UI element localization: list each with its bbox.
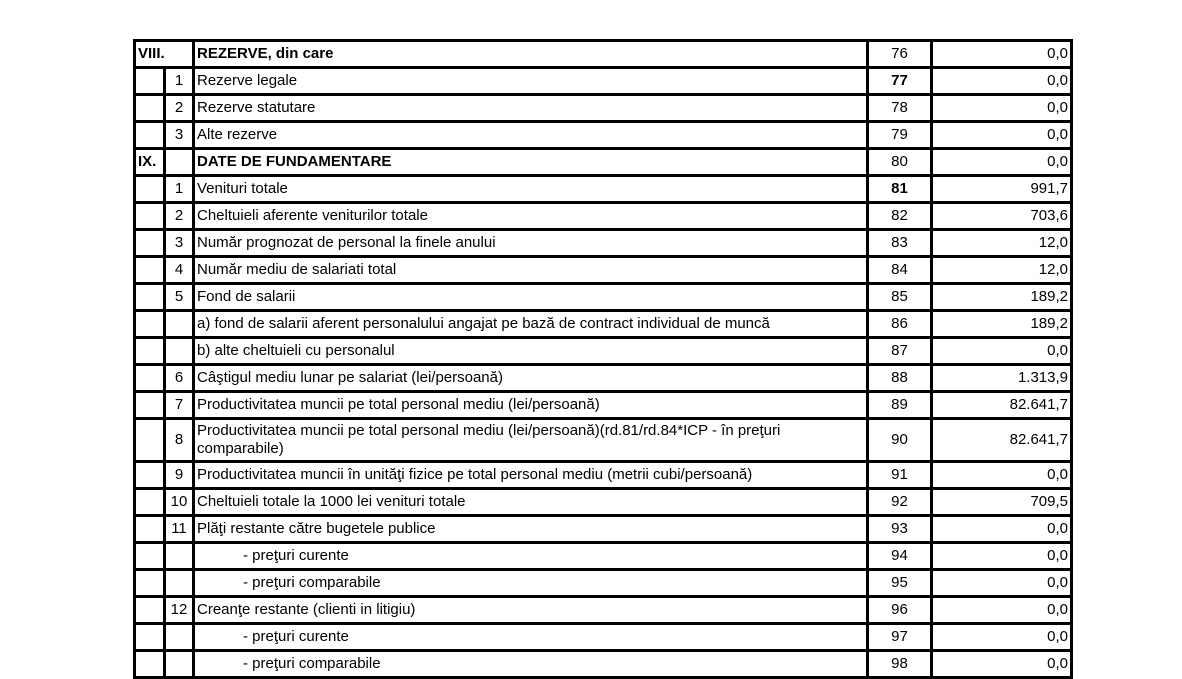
table-body xyxy=(135,41,1072,678)
section-numeral-cell xyxy=(135,95,165,122)
item-number-cell: 8 xyxy=(165,419,194,462)
value-cell: 189,2 xyxy=(932,311,1072,338)
value-cell: 0,0 xyxy=(932,68,1072,95)
item-number-cell: 12 xyxy=(165,597,194,624)
table-row xyxy=(135,338,1072,365)
item-number-cell xyxy=(165,338,194,365)
description-cell: Fond de salarii xyxy=(194,284,868,311)
row-number-cell: 79 xyxy=(868,122,932,149)
row-number-cell: 98 xyxy=(868,651,932,678)
table-row xyxy=(135,176,1072,203)
section-numeral-cell xyxy=(135,257,165,284)
section-numeral-cell xyxy=(135,68,165,95)
table-row xyxy=(135,624,1072,651)
table-row xyxy=(135,543,1072,570)
item-number-cell: 5 xyxy=(165,284,194,311)
value-cell: 0,0 xyxy=(932,543,1072,570)
value-cell: 12,0 xyxy=(932,257,1072,284)
item-number-cell: 1 xyxy=(165,68,194,95)
item-number-cell xyxy=(165,311,194,338)
section-numeral-cell xyxy=(135,203,165,230)
value-cell: 0,0 xyxy=(932,95,1072,122)
description-cell: - preţuri curente xyxy=(194,543,868,570)
table-row xyxy=(135,122,1072,149)
description-cell: Număr mediu de salariati total xyxy=(194,257,868,284)
row-number-cell: 83 xyxy=(868,230,932,257)
description-cell: Număr prognozat de personal la finele anului xyxy=(194,230,868,257)
section-numeral-cell xyxy=(135,570,165,597)
table-row xyxy=(135,392,1072,419)
row-number-cell: 76 xyxy=(868,41,932,68)
description-cell: Rezerve legale xyxy=(194,68,868,95)
item-number-cell: 4 xyxy=(165,257,194,284)
item-number-cell: 11 xyxy=(165,516,194,543)
value-cell: 0,0 xyxy=(932,462,1072,489)
item-number-cell xyxy=(165,651,194,678)
row-number-cell: 85 xyxy=(868,284,932,311)
item-number-cell: 1 xyxy=(165,176,194,203)
row-number-cell: 93 xyxy=(868,516,932,543)
item-number-cell xyxy=(165,543,194,570)
value-cell: 189,2 xyxy=(932,284,1072,311)
value-cell: 0,0 xyxy=(932,122,1072,149)
section-numeral-cell xyxy=(135,543,165,570)
value-cell: 12,0 xyxy=(932,230,1072,257)
item-number-cell xyxy=(165,624,194,651)
row-number-cell: 81 xyxy=(868,176,932,203)
row-number-cell: 94 xyxy=(868,543,932,570)
value-cell: 709,5 xyxy=(932,489,1072,516)
item-number-cell: 3 xyxy=(165,230,194,257)
table-row xyxy=(135,230,1072,257)
row-number-cell: 87 xyxy=(868,338,932,365)
table-row xyxy=(135,597,1072,624)
section-numeral-cell xyxy=(135,624,165,651)
table-row xyxy=(135,570,1072,597)
row-number-cell: 77 xyxy=(868,68,932,95)
item-number-cell: 10 xyxy=(165,489,194,516)
row-number-cell: 80 xyxy=(868,149,932,176)
table-row xyxy=(135,651,1072,678)
row-number-cell: 89 xyxy=(868,392,932,419)
value-cell: 0,0 xyxy=(932,624,1072,651)
row-number-cell: 92 xyxy=(868,489,932,516)
value-cell: 0,0 xyxy=(932,149,1072,176)
description-cell: Cheltuieli totale la 1000 lei venituri totale xyxy=(194,489,868,516)
item-number-cell xyxy=(165,570,194,597)
section-numeral-cell xyxy=(135,392,165,419)
row-number-cell: 82 xyxy=(868,203,932,230)
row-number-cell: 91 xyxy=(868,462,932,489)
description-cell: - preţuri comparabile xyxy=(194,651,868,678)
description-cell: - preţuri comparabile xyxy=(194,570,868,597)
table-row xyxy=(135,149,1072,176)
value-cell: 0,0 xyxy=(932,651,1072,678)
item-number-cell: 9 xyxy=(165,462,194,489)
section-numeral-cell: IX. xyxy=(135,149,165,176)
description-cell: - preţuri curente xyxy=(194,624,868,651)
value-cell: 0,0 xyxy=(932,41,1072,68)
row-number-cell: 95 xyxy=(868,570,932,597)
value-cell: 703,6 xyxy=(932,203,1072,230)
description-cell: Alte rezerve xyxy=(194,122,868,149)
table-row xyxy=(135,311,1072,338)
description-cell: Plăţi restante către bugetele publice xyxy=(194,516,868,543)
fundamentare-table xyxy=(133,39,1073,679)
value-cell: 0,0 xyxy=(932,338,1072,365)
section-numeral-cell xyxy=(135,284,165,311)
table-row xyxy=(135,257,1072,284)
table-row xyxy=(135,489,1072,516)
table-row xyxy=(135,419,1072,462)
description-cell: REZERVE, din care xyxy=(194,41,868,68)
section-numeral-cell xyxy=(135,462,165,489)
item-number-cell xyxy=(165,149,194,176)
section-numeral-cell xyxy=(135,230,165,257)
value-cell: 82.641,7 xyxy=(932,392,1072,419)
description-cell: Câştigul mediu lunar pe salariat (lei/persoană) xyxy=(194,365,868,392)
description-cell: Productivitatea muncii pe total personal mediu (lei/persoană)(rd.81/rd.84*ICP - în preţuri comparabile) xyxy=(194,419,868,462)
value-cell: 1.313,9 xyxy=(932,365,1072,392)
description-cell: Productivitatea muncii pe total personal mediu (lei/persoană) xyxy=(194,392,868,419)
row-number-cell: 97 xyxy=(868,624,932,651)
description-cell: a) fond de salarii aferent personalului angajat pe bază de contract individual de muncă xyxy=(194,311,868,338)
section-numeral-cell xyxy=(135,365,165,392)
section-numeral-cell xyxy=(135,419,165,462)
value-cell: 991,7 xyxy=(932,176,1072,203)
item-number-cell: 2 xyxy=(165,203,194,230)
item-number-cell: 3 xyxy=(165,122,194,149)
description-cell: Venituri totale xyxy=(194,176,868,203)
section-numeral-cell: VIII. xyxy=(135,41,194,68)
table-row xyxy=(135,365,1072,392)
section-numeral-cell xyxy=(135,338,165,365)
section-numeral-cell xyxy=(135,176,165,203)
section-numeral-cell xyxy=(135,122,165,149)
row-number-cell: 86 xyxy=(868,311,932,338)
table-row xyxy=(135,284,1072,311)
row-number-cell: 78 xyxy=(868,95,932,122)
item-number-cell: 7 xyxy=(165,392,194,419)
row-number-cell: 88 xyxy=(868,365,932,392)
table-row xyxy=(135,462,1072,489)
section-numeral-cell xyxy=(135,516,165,543)
value-cell: 0,0 xyxy=(932,570,1072,597)
table-row xyxy=(135,68,1072,95)
value-cell: 0,0 xyxy=(932,597,1072,624)
row-number-cell: 90 xyxy=(868,419,932,462)
description-cell: Cheltuieli aferente veniturilor totale xyxy=(194,203,868,230)
section-numeral-cell xyxy=(135,651,165,678)
section-numeral-cell xyxy=(135,597,165,624)
row-number-cell: 96 xyxy=(868,597,932,624)
description-cell: Rezerve statutare xyxy=(194,95,868,122)
value-cell: 82.641,7 xyxy=(932,419,1072,462)
item-number-cell: 6 xyxy=(165,365,194,392)
section-numeral-cell xyxy=(135,489,165,516)
table-row xyxy=(135,95,1072,122)
description-cell: Creanţe restante (clienti in litigiu) xyxy=(194,597,868,624)
value-cell: 0,0 xyxy=(932,516,1072,543)
table-row xyxy=(135,203,1072,230)
table-row xyxy=(135,41,1072,68)
section-numeral-cell xyxy=(135,311,165,338)
description-cell: DATE DE FUNDAMENTARE xyxy=(194,149,868,176)
row-number-cell: 84 xyxy=(868,257,932,284)
item-number-cell: 2 xyxy=(165,95,194,122)
description-cell: Productivitatea muncii în unităţi fizice pe total personal mediu (metrii cubi/persoană) xyxy=(194,462,868,489)
description-cell: b) alte cheltuieli cu personalul xyxy=(194,338,868,365)
table-row xyxy=(135,516,1072,543)
